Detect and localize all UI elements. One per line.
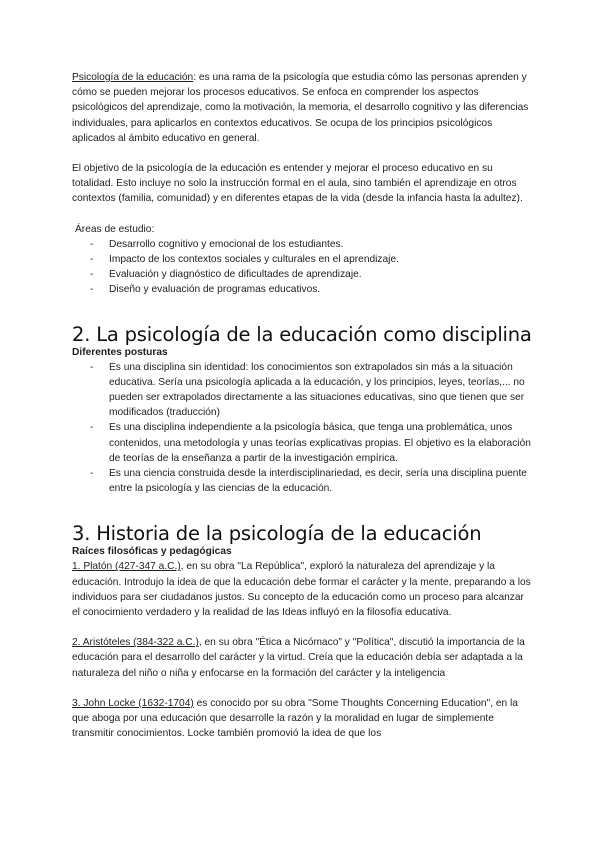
intro-term: Psicología de la educación [72, 72, 194, 83]
list-item: - Es una ciencia construida desde la interdisciplinariedad, es decir, sería una disciplina puente entre la psicología y las ciencias de la educación. [72, 466, 532, 496]
section-2-subheading: Diferentes posturas [72, 346, 168, 358]
locke-text: es conocido por su obra "Some Thoughts Concerning Education", en la que aboga por una educación que desarrolle la razón y la moralidad en lugar de simplemente transmitir conocimientos. Locke también promovió la idea de que los [72, 697, 518, 740]
section-3-subheading: Raíces filosóficas y pedagógicas [72, 546, 232, 558]
document-content [72, 70, 532, 742]
locke-name: 3. John Locke (1632-1704) [72, 697, 194, 709]
history-entry-aristoteles [72, 635, 532, 681]
list-item: - Es una disciplina independiente a la psicología básica, que tenga una problemática, unos contenidos, una metodología y unas teorías explicativas propias. El objetivo es la elaboración de teorías de la enseñanza a partir de la investigación empírica. [72, 420, 532, 466]
aristoteles-name: 2. Aristóteles (384-322 a.C.) [72, 637, 199, 649]
areas-list [72, 237, 532, 298]
areas-title: Áreas de estudio: [75, 223, 155, 235]
list-item: - Impacto de los contextos sociales y culturales en el aprendizaje. [72, 252, 532, 267]
history-entry-locke [72, 696, 532, 742]
section-2-heading: 2. La psicología de la educación como disciplina [72, 322, 532, 346]
section-3-heading: 3. Historia de la psicología de la educación [72, 522, 482, 546]
intro-definition: : es una rama de la psicología que estudia cómo las personas aprenden y cómo se pueden mejorar los procesos educativos. Se enfoca en comprender los aspectos psicológicos del aprendizaje, como la motivación, la memoria, el desarrollo cognitivo y las diferencias individuales, para aplicarlos en contextos educativos. Se ocupa de los principios psicológicos aplicados al ámbito educativo en general. [72, 72, 529, 144]
postures-list [72, 360, 532, 497]
history-entry-plato [72, 559, 532, 620]
list-item: - Es una disciplina sin identidad: los conocimientos son extrapolados sin más a la situación educativa. Sería una psicología aplicada a la educación, y los principios, leyes, teorías,... no pueden ser extrapolados directamente a las situaciones educativas, sino que tienen que ser modificados (traducción) [72, 360, 532, 421]
list-item: - Desarrollo cognitivo y emocional de los estudiantes. [72, 237, 532, 252]
objective-paragraph: El objetivo de la psicología de la educación es entender y mejorar el proceso educativo en su totalidad. Esto incluye no solo la instrucción formal en el aula, sino también el aprendizaje en otros contextos (familia, comunidad) y en diferentes etapas de la vida (desde la infancia hasta la adultez). [72, 163, 523, 205]
list-item: - Evaluación y diagnóstico de dificultades de aprendizaje. [72, 267, 532, 282]
list-item: - Diseño y evaluación de programas educativos. [72, 282, 532, 297]
plato-name: 1. Platón (427-347 a.C.) [72, 561, 181, 573]
intro-paragraph [72, 70, 532, 146]
plato-text: , en su obra "La República", exploró la naturaleza del aprendizaje y la educación. Introdujo la idea de que la educación debe formar el carácter y la mente, preparando a los individuos para ser ciudadanos justos. Su concepto de la educación como un proceso para alcanzar el conocimiento verdadero y la realidad de las Ideas influyó en la filosofía educativa. [72, 561, 531, 619]
aristoteles-text: , en su obra "Ética a Nicómaco" y "Política", discutió la importancia de la educación para el desarrollo del carácter y la virtud. Creía que la educación debía ser adaptada a la naturaleza del niño o niña y enfocarse en la formación del carácter y la inteligencia [72, 637, 525, 679]
